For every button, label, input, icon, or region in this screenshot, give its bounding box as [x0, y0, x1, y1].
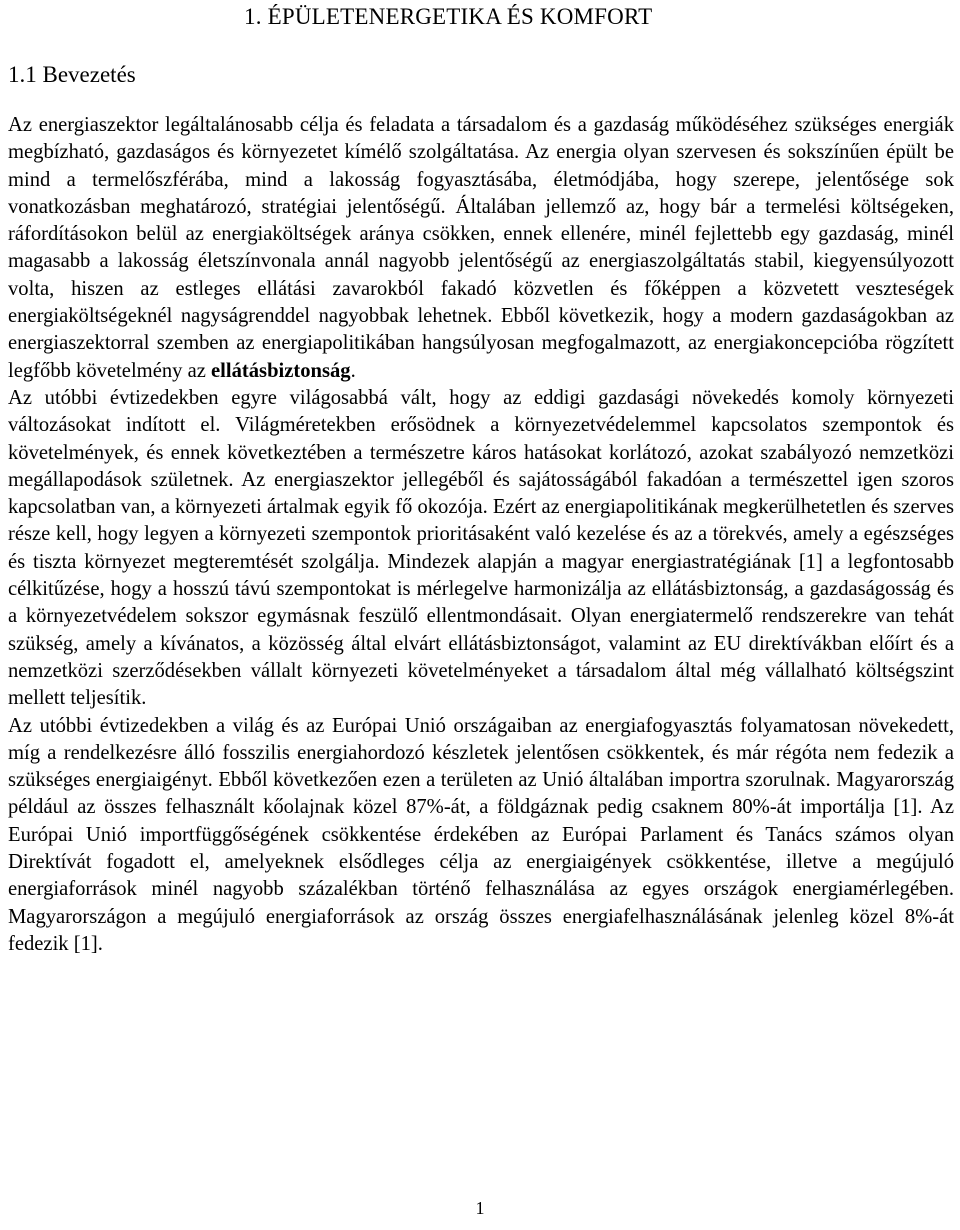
chapter-title: 1. ÉPÜLETENERGETIKA ÉS KOMFORT	[244, 4, 653, 29]
paragraph-eu-energy	[8, 713, 954, 959]
body-text	[8, 112, 954, 958]
page-number: 1	[475, 1198, 485, 1218]
emphasis-ellatasbiztonsag: ellátásbiztonság	[211, 359, 351, 382]
paragraph-intro	[8, 112, 954, 385]
paragraph-eu-energy-text: Az utóbbi évtizedekben a világ és az Európai Unió országaiban az energiafogyasztás folyamatosan növekedett, míg a rendelkezésre álló fosszilis energiahordozó készletek jelentősen csökkentek, és már régóta nem fedezik a szükséges energiaigényt. Ebből következően ezen a területen az Unió általában importra szorulnak. Magyarország például az összes felhasznált kőolajnak közel 87%-át, a földgáznak pedig csaknem 80%-át importálja [1]. Az Európai Unió importfüggőségének csökkentése érdekében az Európai Parlament és Tanács számos olyan Direktívát fogadott el, amelyeknek elsődleges célja az energiaigények csökkentése, illetve a megújuló energiaforrások minél nagyobb százalékban történő felhasználása az egyes országok energiamérlegében. Magyarországon a megújuló energiaforrások az ország összes energiafelhasználásának jelenleg közel 8%-át fedezik [1].	[8, 714, 954, 955]
paragraph-intro-text: Az energiaszektor legáltalánosabb célja és feladata a társadalom és a gazdaság működéséhez szükséges energiák megbízható, gazdaságos és környezetet kímélő szolgáltatása. Az energia olyan szervesen és sokszínűen épült be mind a termelőszférába, mind a lakosság fogyasztásába, életmódjába, hogy szerepe, jelentősége sok vonatkozásban meghatározó, stratégiai jelentőségű. Általában jellemző az, hogy bár a termelési költségeken, ráfordításokon belül az energiaköltségek aránya csökken, ennek ellenére, minél fejlettebb egy gazdaság, minél magasabb a lakosság életszínvonala annál nagyobb jelentőségű az energiaszolgáltatás stabil, kiegyensúlyozott volta, hiszen az estleges ellátási zavarokból fakadó közvetlen és főképpen a közvetett veszteségek energiaköltségeknél nagyságrenddel nagyobbak lehetnek. Ebből következik, hogy a modern gazdaságokban az energiaszektorral szemben az energiapolitikában hangsúlyosan megfogalmazott, az energiakoncepcióba rögzített legfőbb követelmény az	[8, 114, 954, 382]
paragraph-environment	[8, 385, 954, 713]
section-title: 1.1 Bevezetés	[8, 62, 136, 87]
paragraph-intro-end: .	[350, 359, 356, 382]
paragraph-environment-text: Az utóbbi évtizedekben egyre világosabbá vált, hogy az eddigi gazdasági növekedés komoly környezeti változásokat indított el. Világméretekben erősödnek a környezetvédelemmel kapcsolatos szempontok és követelmények, és ennek következtében a természetre káros hatásokat korlátozó, azokat szabályozó nemzetközi megállapodások születnek. Az energiaszektor jellegéből és sajátosságából fakadóan a természettel igen szoros kapcsolatban van, a környezeti ártalmak egyik fő okozója. Ezért az energiapolitikának megkerülhetetlen és szerves része kell, hogy legyen a környezeti szempontok prioritásaként való kezelése és az a törekvés, amely a egészséges és tiszta környezet megteremtését szolgálja. Mindezek alapján a magyar energiastratégiának [1] a legfontosabb célkitűzése, hogy a hosszú távú szempontokat is mérlegelve harmonizálja az ellátásbiztonság, a gazdaságosság és a környezetvédelem sokszor egymásnak feszülő ellentmondásait. Olyan energiatermelő rendszerekre van tehát szükség, amely a kívánatos, a közösség által elvárt ellátásbiztonságot, valamint az EU direktívákban előírt és a nemzetközi szerződésekben vállalt környezeti követelményeket a társadalom által még vállalható költségszint mellett teljesítik.	[8, 386, 954, 710]
